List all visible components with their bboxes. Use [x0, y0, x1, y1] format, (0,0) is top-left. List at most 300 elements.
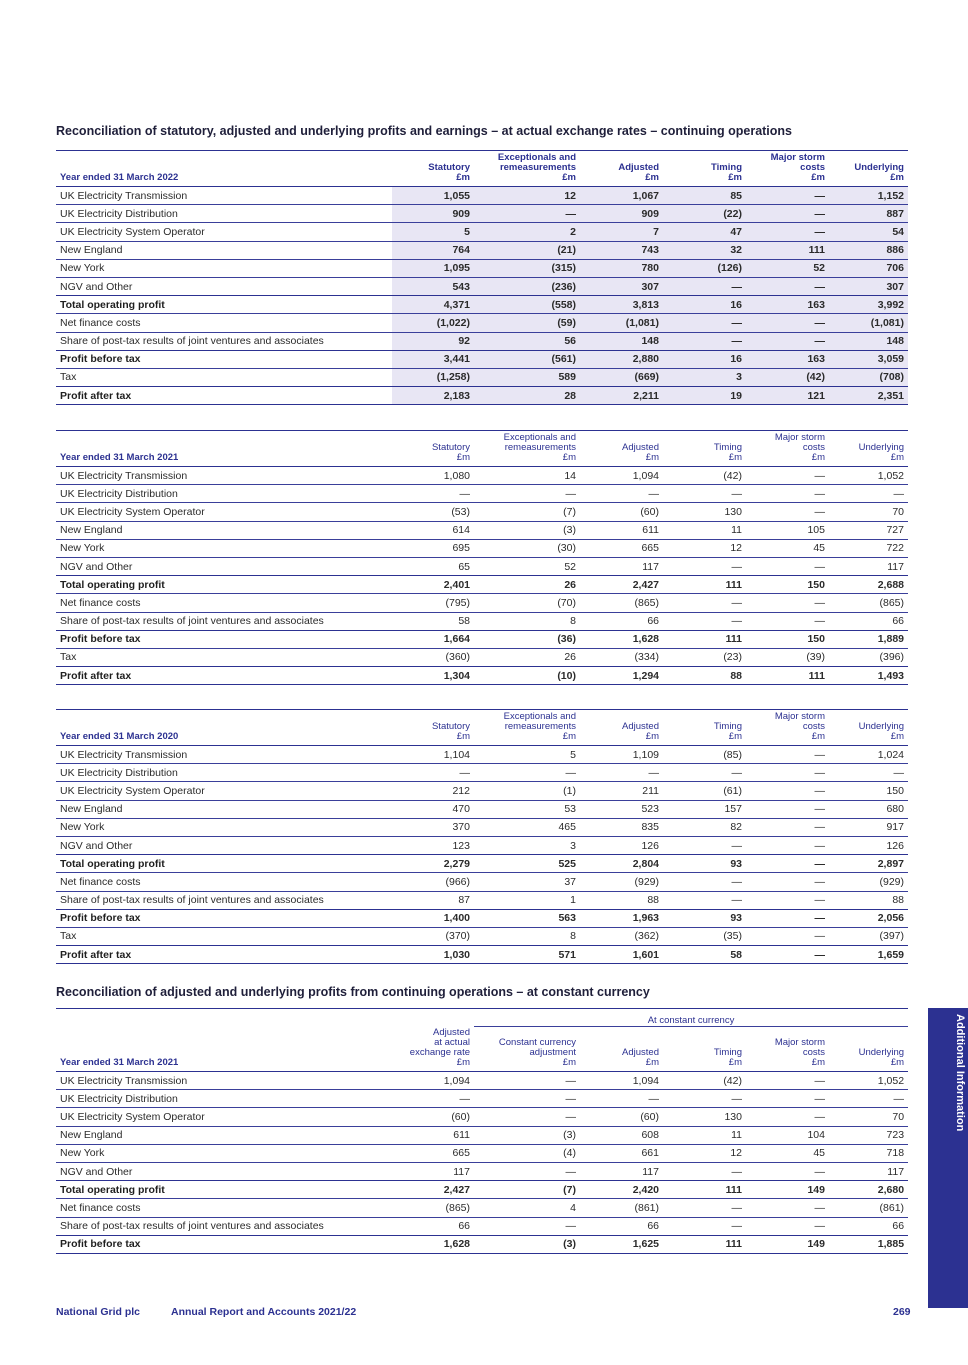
cell-value: 543 — [392, 277, 474, 295]
cell-value: — — [746, 1108, 829, 1126]
cell-value: — — [474, 205, 580, 223]
cell-value: — — [663, 1162, 746, 1180]
table-row — [56, 1072, 908, 1090]
cell-value: (370) — [392, 927, 474, 945]
row-label: Profit before tax — [56, 909, 392, 927]
cell-value: — — [746, 314, 829, 332]
cell-value: — — [746, 855, 829, 873]
side-tab-label: Additional Information — [954, 1014, 966, 1132]
cell-value: — — [663, 485, 746, 503]
table-row — [56, 612, 908, 630]
table-constant-currency — [56, 1008, 908, 1254]
row-label: Net finance costs — [56, 314, 392, 332]
cell-value: 111 — [663, 1235, 746, 1253]
table-2020 — [56, 709, 908, 964]
row-label: UK Electricity System Operator — [56, 223, 392, 241]
cell-value: — — [474, 1217, 580, 1235]
cell-value: (929) — [829, 873, 908, 891]
row-label: UK Electricity Distribution — [56, 764, 392, 782]
table-row — [56, 764, 908, 782]
col-adjusted: Adjusted £m — [580, 151, 663, 187]
cell-value: — — [746, 1072, 829, 1090]
table-row — [56, 223, 908, 241]
cell-value: — — [829, 1090, 908, 1108]
cell-value: — — [746, 557, 829, 575]
cell-value: 12 — [663, 539, 746, 557]
cell-value: — — [663, 594, 746, 612]
footer-company: National Grid plc — [56, 1306, 141, 1318]
cell-value: 157 — [663, 800, 746, 818]
cell-value: 1,963 — [580, 909, 663, 927]
row-label: Tax — [56, 368, 392, 386]
cell-value: 5 — [392, 223, 474, 241]
table-row — [56, 1144, 908, 1162]
cell-value: — — [746, 946, 829, 964]
table-row — [56, 630, 908, 648]
row-label: NGV and Other — [56, 557, 392, 575]
table-row — [56, 557, 908, 575]
row-label: New England — [56, 800, 392, 818]
cell-value: 66 — [829, 1217, 908, 1235]
cell-value: 7 — [580, 223, 663, 241]
row-label: UK Electricity System Operator — [56, 782, 392, 800]
cell-value: (21) — [474, 241, 580, 259]
cell-value: 307 — [829, 277, 908, 295]
cell-value: 37 — [474, 873, 580, 891]
cell-value: 93 — [663, 855, 746, 873]
row-label: Profit before tax — [56, 1235, 392, 1253]
cell-value: (315) — [474, 259, 580, 277]
table-row — [56, 1199, 908, 1217]
cell-value: 465 — [474, 818, 580, 836]
cell-value: 1,601 — [580, 946, 663, 964]
cell-value: 66 — [392, 1217, 474, 1235]
col-timing: Timing £m — [663, 151, 746, 187]
row-label: New York — [56, 539, 392, 557]
cell-value: (59) — [474, 314, 580, 332]
table-row — [56, 782, 908, 800]
cell-value: — — [746, 746, 829, 764]
cell-value: (708) — [829, 368, 908, 386]
cell-value: 2,211 — [580, 387, 663, 405]
table-row — [56, 314, 908, 332]
col-major-storm: Major storm costs £m — [746, 151, 829, 187]
row-label: Share of post-tax results of joint ventures and associates — [56, 891, 392, 909]
row-label: Total operating profit — [56, 1181, 392, 1199]
cell-value: (10) — [474, 667, 580, 685]
cell-value: (4) — [474, 1144, 580, 1162]
section-side-tab[interactable] — [928, 1008, 968, 1308]
row-label: Profit after tax — [56, 387, 392, 405]
year-label: Year ended 31 March 2021 — [56, 431, 392, 467]
cell-value: — — [829, 485, 908, 503]
table-row — [56, 1162, 908, 1180]
row-label: NGV and Other — [56, 1162, 392, 1180]
cell-value: 470 — [392, 800, 474, 818]
cell-value: (929) — [580, 873, 663, 891]
row-label: UK Electricity Transmission — [56, 187, 392, 205]
cell-value: (861) — [580, 1199, 663, 1217]
col-underlying: Underlying £m — [829, 1027, 908, 1072]
cell-value: — — [663, 1199, 746, 1217]
cell-value: — — [474, 1108, 580, 1126]
cell-value: (85) — [663, 746, 746, 764]
cell-value: — — [746, 503, 829, 521]
cell-value: 1,628 — [392, 1235, 474, 1253]
cell-value: — — [746, 800, 829, 818]
cell-value: — — [746, 223, 829, 241]
row-label: Share of post-tax results of joint ventures and associates — [56, 332, 392, 350]
cell-value: 58 — [392, 612, 474, 630]
cell-value: 3,992 — [829, 296, 908, 314]
cell-value: 111 — [663, 1181, 746, 1199]
cell-value: 743 — [580, 241, 663, 259]
cell-value: 149 — [746, 1181, 829, 1199]
cell-value: — — [746, 485, 829, 503]
cell-value: 563 — [474, 909, 580, 927]
cell-value: (42) — [746, 368, 829, 386]
cell-value: 3 — [663, 368, 746, 386]
cell-value: (1,081) — [829, 314, 908, 332]
year-label: Year ended 31 March 2022 — [56, 151, 392, 187]
cell-value: (3) — [474, 521, 580, 539]
row-label: NGV and Other — [56, 277, 392, 295]
cell-value: 1,493 — [829, 667, 908, 685]
table-row — [56, 648, 908, 666]
cell-value: 665 — [392, 1144, 474, 1162]
year-label: Year ended 31 March 2021 — [56, 1027, 392, 1072]
cell-value: 117 — [580, 557, 663, 575]
cell-value: — — [663, 612, 746, 630]
cell-value: 525 — [474, 855, 580, 873]
cell-value: — — [663, 873, 746, 891]
cell-value: 887 — [829, 205, 908, 223]
cell-value: (1,081) — [580, 314, 663, 332]
table-row — [56, 539, 908, 557]
table-row — [56, 891, 908, 909]
cell-value: — — [746, 187, 829, 205]
cell-value: — — [392, 1090, 474, 1108]
cell-value: 1,109 — [580, 746, 663, 764]
cell-value: (795) — [392, 594, 474, 612]
cell-value: (865) — [392, 1199, 474, 1217]
cell-value: 11 — [663, 521, 746, 539]
cell-value: 2 — [474, 223, 580, 241]
table-row — [56, 746, 908, 764]
cell-value: 1,055 — [392, 187, 474, 205]
cell-value: 66 — [829, 612, 908, 630]
cell-value: (861) — [829, 1199, 908, 1217]
cell-value: (865) — [580, 594, 663, 612]
cell-value: — — [746, 332, 829, 350]
cell-value: 126 — [829, 836, 908, 854]
cell-value: — — [746, 277, 829, 295]
footer-report: Annual Report and Accounts 2021/22 — [171, 1306, 357, 1318]
cell-value: 117 — [580, 1162, 663, 1180]
section-title-actual-rates: Reconciliation of statutory, adjusted and underlying profits and earnings – at actual exchange rates – continuing operations — [56, 124, 793, 138]
table-row — [56, 667, 908, 685]
cell-value: 66 — [580, 1217, 663, 1235]
cell-value: 835 — [580, 818, 663, 836]
cell-value: — — [474, 485, 580, 503]
cell-value: 4 — [474, 1199, 580, 1217]
row-label: Net finance costs — [56, 1199, 392, 1217]
cell-value: — — [663, 1217, 746, 1235]
cell-value: — — [663, 764, 746, 782]
cell-value: (966) — [392, 873, 474, 891]
cell-value: 88 — [580, 891, 663, 909]
cell-value: 2,680 — [829, 1181, 908, 1199]
cell-value: — — [746, 205, 829, 223]
cell-value: 1,659 — [829, 946, 908, 964]
cell-value: 85 — [663, 187, 746, 205]
cell-value: 661 — [580, 1144, 663, 1162]
col-statutory: Statutory £m — [392, 710, 474, 746]
table-row — [56, 332, 908, 350]
cell-value: — — [746, 909, 829, 927]
cell-value: 211 — [580, 782, 663, 800]
col-cc-adjustment: Constant currency adjustment £m — [474, 1027, 580, 1072]
table-row — [56, 277, 908, 295]
cell-value: 2,420 — [580, 1181, 663, 1199]
col-major-storm: Major storm costs £m — [746, 431, 829, 467]
cell-value: 1,052 — [829, 467, 908, 485]
row-label: UK Electricity Distribution — [56, 205, 392, 223]
cell-value: 163 — [746, 296, 829, 314]
row-label: UK Electricity Distribution — [56, 485, 392, 503]
cell-value: 909 — [392, 205, 474, 223]
cell-value: — — [663, 1090, 746, 1108]
cell-value: — — [663, 891, 746, 909]
cell-value: 53 — [474, 800, 580, 818]
cell-value: 8 — [474, 612, 580, 630]
cell-value: 1,294 — [580, 667, 663, 685]
cell-value: 917 — [829, 818, 908, 836]
cell-value: 1 — [474, 891, 580, 909]
table-row — [56, 1181, 908, 1199]
cell-value: 28 — [474, 387, 580, 405]
row-label: UK Electricity Transmission — [56, 467, 392, 485]
cell-value: 52 — [746, 259, 829, 277]
cell-value: 45 — [746, 1144, 829, 1162]
cell-value: 3 — [474, 836, 580, 854]
cell-value: 1,024 — [829, 746, 908, 764]
cell-value: — — [746, 612, 829, 630]
table-row — [56, 1126, 908, 1144]
cell-value: 2,401 — [392, 576, 474, 594]
cell-value: 123 — [392, 836, 474, 854]
table-row — [56, 909, 908, 927]
table-row — [56, 350, 908, 368]
cell-value: — — [746, 927, 829, 945]
cell-value: 47 — [663, 223, 746, 241]
cell-value: — — [746, 891, 829, 909]
cell-value: — — [746, 1199, 829, 1217]
cell-value: 1,030 — [392, 946, 474, 964]
cell-value: — — [746, 594, 829, 612]
cell-value: 1,067 — [580, 187, 663, 205]
cell-value: — — [746, 818, 829, 836]
cell-value: — — [746, 1090, 829, 1108]
cell-value: — — [580, 764, 663, 782]
cell-value: 117 — [392, 1162, 474, 1180]
cell-value: 148 — [580, 332, 663, 350]
cell-value: — — [829, 764, 908, 782]
cell-value: 130 — [663, 503, 746, 521]
cell-value: (334) — [580, 648, 663, 666]
cell-value: 1,104 — [392, 746, 474, 764]
row-label: Net finance costs — [56, 594, 392, 612]
col-underlying: Underlying £m — [829, 431, 908, 467]
row-label: Profit before tax — [56, 350, 392, 368]
cell-value: 82 — [663, 818, 746, 836]
cell-value: — — [663, 314, 746, 332]
col-exceptionals: Exceptionals and remeasurements £m — [474, 710, 580, 746]
table-row — [56, 800, 908, 818]
cell-value: 3,059 — [829, 350, 908, 368]
cell-value: 2,688 — [829, 576, 908, 594]
row-label: Total operating profit — [56, 855, 392, 873]
table-2022 — [56, 150, 908, 405]
cell-value: (360) — [392, 648, 474, 666]
cell-value: 695 — [392, 539, 474, 557]
col-timing: Timing £m — [663, 710, 746, 746]
cell-value: 3,813 — [580, 296, 663, 314]
cell-value: 1,152 — [829, 187, 908, 205]
cell-value: (60) — [580, 1108, 663, 1126]
cell-value: 4,371 — [392, 296, 474, 314]
col-adjusted: Adjusted £m — [580, 431, 663, 467]
table-row — [56, 927, 908, 945]
cell-value: 370 — [392, 818, 474, 836]
cell-value: — — [474, 1072, 580, 1090]
table-row — [56, 485, 908, 503]
row-label: New York — [56, 818, 392, 836]
table-row — [56, 1217, 908, 1235]
cell-value: 45 — [746, 539, 829, 557]
row-label: Total operating profit — [56, 296, 392, 314]
cell-value: (53) — [392, 503, 474, 521]
cell-value: 718 — [829, 1144, 908, 1162]
cell-value: 706 — [829, 259, 908, 277]
cell-value: (397) — [829, 927, 908, 945]
cell-value: — — [663, 836, 746, 854]
cell-value: 665 — [580, 539, 663, 557]
table-row — [56, 1235, 908, 1253]
cell-value: 764 — [392, 241, 474, 259]
row-label: UK Electricity Transmission — [56, 1072, 392, 1090]
cell-value: — — [663, 557, 746, 575]
cell-value: (61) — [663, 782, 746, 800]
col-timing: Timing £m — [663, 1027, 746, 1072]
cell-value: 54 — [829, 223, 908, 241]
cell-value: 87 — [392, 891, 474, 909]
cell-value: (36) — [474, 630, 580, 648]
cell-value: 56 — [474, 332, 580, 350]
constant-currency-group-label: At constant currency — [474, 1009, 908, 1027]
cell-value: 5 — [474, 746, 580, 764]
cell-value: 88 — [663, 667, 746, 685]
cell-value: (30) — [474, 539, 580, 557]
row-label: Net finance costs — [56, 873, 392, 891]
cell-value: 614 — [392, 521, 474, 539]
year-label: Year ended 31 March 2020 — [56, 710, 392, 746]
cell-value: 3,441 — [392, 350, 474, 368]
cell-value: 307 — [580, 277, 663, 295]
cell-value: 149 — [746, 1235, 829, 1253]
cell-value: 117 — [829, 1162, 908, 1180]
cell-value: 1,094 — [392, 1072, 474, 1090]
cell-value: 26 — [474, 648, 580, 666]
table-row — [56, 259, 908, 277]
cell-value: 1,080 — [392, 467, 474, 485]
row-label: Profit after tax — [56, 946, 392, 964]
col-adjusted-actual: Adjusted at actual exchange rate £m — [392, 1027, 474, 1072]
cell-value: (39) — [746, 648, 829, 666]
cell-value: 680 — [829, 800, 908, 818]
row-label: Total operating profit — [56, 576, 392, 594]
cell-value: — — [746, 1162, 829, 1180]
cell-value: — — [663, 332, 746, 350]
cell-value: 780 — [580, 259, 663, 277]
cell-value: — — [746, 873, 829, 891]
cell-value: 2,279 — [392, 855, 474, 873]
cell-value: — — [746, 764, 829, 782]
cell-value: 126 — [580, 836, 663, 854]
cell-value: 12 — [663, 1144, 746, 1162]
cell-value: 2,427 — [392, 1181, 474, 1199]
cell-value: — — [746, 1217, 829, 1235]
cell-value: (7) — [474, 503, 580, 521]
col-adjusted: Adjusted £m — [580, 1027, 663, 1072]
cell-value: 722 — [829, 539, 908, 557]
cell-value: (558) — [474, 296, 580, 314]
cell-value: 2,183 — [392, 387, 474, 405]
cell-value: (42) — [663, 1072, 746, 1090]
table-row — [56, 187, 908, 205]
cell-value: 2,427 — [580, 576, 663, 594]
col-exceptionals: Exceptionals and remeasurements £m — [474, 431, 580, 467]
cell-value: 1,094 — [580, 1072, 663, 1090]
row-label: New England — [56, 521, 392, 539]
col-underlying: Underlying £m — [829, 151, 908, 187]
cell-value: 1,889 — [829, 630, 908, 648]
cell-value: (3) — [474, 1126, 580, 1144]
cell-value: (669) — [580, 368, 663, 386]
cell-value: 117 — [829, 557, 908, 575]
row-label: New York — [56, 1144, 392, 1162]
cell-value: 16 — [663, 350, 746, 368]
cell-value: — — [746, 467, 829, 485]
cell-value: 163 — [746, 350, 829, 368]
col-major-storm: Major storm costs £m — [746, 710, 829, 746]
cell-value: 8 — [474, 927, 580, 945]
cell-value: (1,258) — [392, 368, 474, 386]
row-label: Tax — [56, 648, 392, 666]
cell-value: 148 — [829, 332, 908, 350]
cell-value: — — [746, 782, 829, 800]
cell-value: 589 — [474, 368, 580, 386]
section-title-constant-currency: Reconciliation of adjusted and underlying profits from continuing operations – at constant currency — [56, 985, 650, 999]
cell-value: 14 — [474, 467, 580, 485]
table-row — [56, 576, 908, 594]
cell-value: 1,625 — [580, 1235, 663, 1253]
cell-value: 52 — [474, 557, 580, 575]
cell-value: 2,804 — [580, 855, 663, 873]
cell-value: 611 — [580, 521, 663, 539]
cell-value: 12 — [474, 187, 580, 205]
row-label: New England — [56, 1126, 392, 1144]
